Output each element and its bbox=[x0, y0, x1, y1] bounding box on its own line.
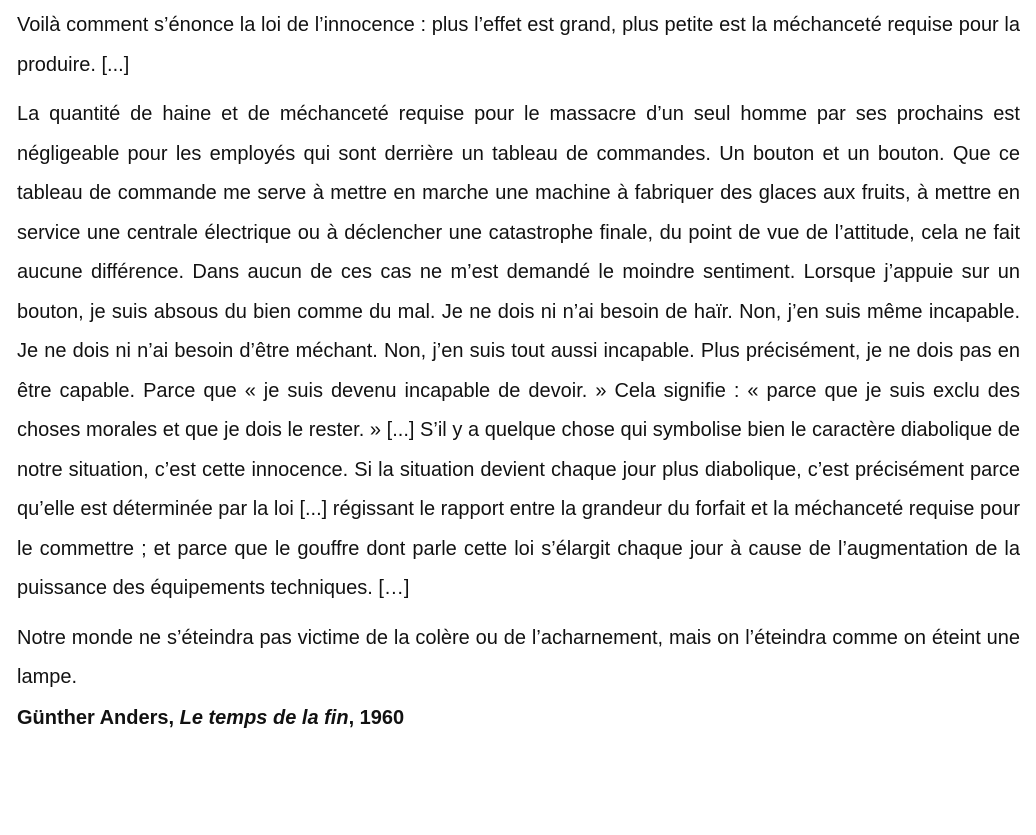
citation bbox=[17, 706, 1020, 730]
paragraph-intro: Voilà comment s’énonce la loi de l’innocence : plus l’effet est grand, plus petite est la méchanceté requise pour la produire. [...] bbox=[17, 14, 1020, 76]
citation-title: Le temps de la fin bbox=[179, 706, 349, 729]
citation-year: , 1960 bbox=[348, 706, 405, 729]
document-body bbox=[17, 6, 1020, 730]
paragraph-closing: Notre monde ne s’éteindra pas victime de la colère ou de l’acharnement, mais on l’éteindra comme on éteint une lampe. bbox=[17, 626, 1020, 688]
paragraph-main: La quantité de haine et de méchanceté requise pour le massacre d’un seul homme par ses prochains est négligeable pour les employés qui sont derrière un tableau de commandes. Un bouton et un bouton. Que ce tableau de commande me serve à mettre en marche une machine à fabriquer des glaces aux fruits, à mettre en service une centrale électrique ou à déclencher une catastrophe finale, du point de vue de l’attitude, cela ne fait aucune différence. Dans aucun de ces cas ne m’est demandé le moindre sentiment. Lorsque j’appuie sur un bouton, je suis absous du bien comme du mal. Je ne dois ni n’ai besoin de haïr. Non, j’en suis même incapable. Je ne dois ni n’ai besoin d’être méchant. Non, j’en suis tout aussi incapable. Plus précisément, je ne dois pas en être capable. Parce que « je suis devenu incapable de devoir. » Cela signifie : « parce que je suis exclu des choses morales et que je dois le rester. » [...] S’il y a quelque chose qui symbolise bien le caractère diabolique de notre situation, c’est cette innocence. Si la situation devient chaque jour plus diabolique, c’est précisément parce qu’elle est déterminée par la loi [...] régissant le rapport entre la grandeur du forfait et la méchanceté requise pour le commettre ; et parce que le gouffre dont parle cette loi s’élargit chaque jour à cause de l’augmentation de la puissance des équipements techniques. […] bbox=[17, 103, 1020, 599]
citation-author: Günther Anders, bbox=[17, 706, 175, 729]
